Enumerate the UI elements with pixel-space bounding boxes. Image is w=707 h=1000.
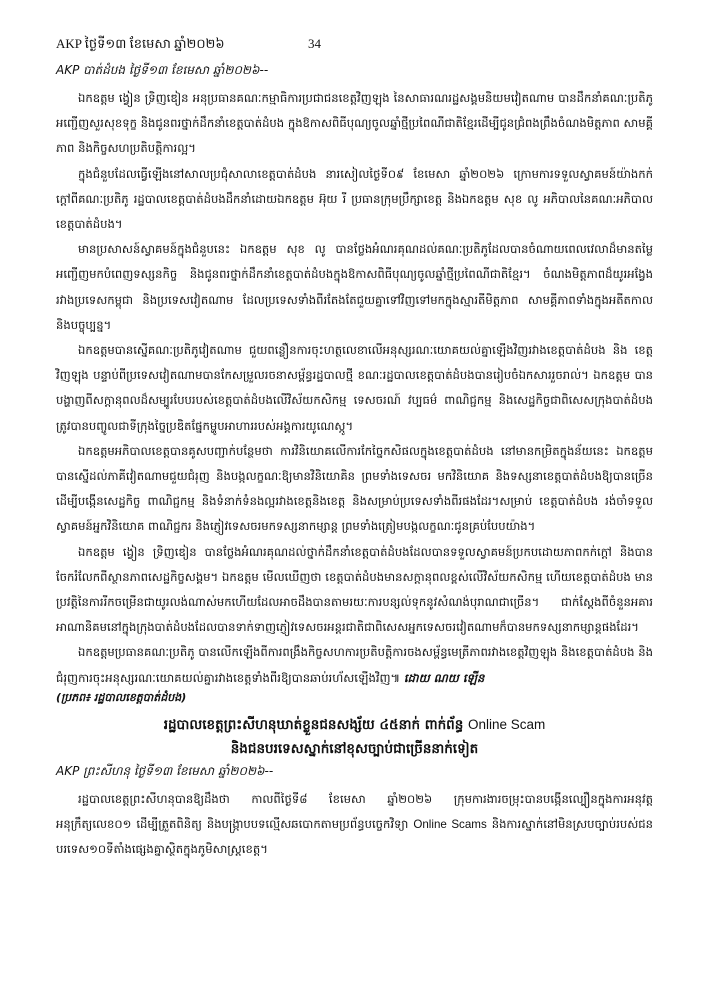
article-paragraph — [56, 787, 653, 863]
article-battambang — [56, 62, 653, 707]
header-date: AKP ថ្ងៃទី១៣ ខែមេសា ឆ្នាំ២០២៦ — [56, 36, 225, 51]
article-headline — [56, 713, 653, 737]
article-paragraph — [56, 640, 653, 690]
paragraph-text: ឯកឧត្តមប្រធានគណៈប្រតិភូ បានលើកឡើងពីការពង្រឹងកិច្ចសហការប្រតិបត្តិការចងសម្ព័ន្ធមេត្រីភាពរវាងខេត្តវិញឡុង និងខេត្តបាត់ដំបង និងជំរុញការចុះអនុស្សរណៈយោគយល់គ្នារវាងខេត្តទាំងពីរឱ្យបានឆាប់រហ័សឡើងវិញ៕ — [56, 645, 653, 685]
page-number: 34 — [308, 36, 321, 51]
article-paragraph: ឯកឧត្តម ង្វៀន ទ្រិញឌៀន អនុប្រធានគណៈកម្មាធិការប្រជាជនខេត្តវិញឡុង នៃសាធារណរដ្ឋសង្គមនិយមវៀតណាម បានដឹកនាំគណៈប្រតិភូអញ្ជើញសួរសុខទុក្ខ និងជូនពរថ្នាក់ដឹកនាំខេត្តបាត់ដំបង ក្នុងឱកាសពិធីបុណ្យចូលឆ្នាំថ្មីប្រពៃណីជាតិខ្មែរដើម្បីជូនជ្រំពងព្រឹងចំណងមិត្តភាព សាមគ្គីភាព និងកិច្ចសហប្រតិបត្តិការល្អ។ — [56, 91, 653, 156]
article-paragraph: ឯកឧត្តមអភិបាលខេត្តបានគូសបញ្ជាក់បន្ថែមថា ការវិនិយោគលើការកែច្នៃកសិផលក្នុងខេត្តបាត់ដំបង នៅមានកម្រិតក្នុងន័យនេះ ឯកឧត្តមបានស្នើដល់ភាគីវៀតណាមជួយជំរុញ និងបង្កលក្ខណៈឱ្យមានវិនិយោគិន ព្រមទាំងទេសចរ មកវិនិយោគ និងទស្សនាខេត្តបាត់ដំបងឱ្យបានច្រើនដើម្បីបង្កើនសេដ្ឋកិច្ច ពាណិជ្ជកម្ម និងទំនាក់ទំនងល្អរវាងខេត្តនិងខេត្ត និងសម្រាប់ប្រទេសទាំងពីរផងដែរ។សម្រាប់ ខេត្តបាត់ដំបង រង់ចាំទទួលស្វាគមន៍អ្នកវិនិយោគ ពាណិជ្ជករ និងភ្ញៀវទេសចរមកទស្សនាកម្សាន្ត ព្រមទាំងត្រៀមបង្កលក្ខណៈជូនគ្រប់បែបយ៉ាង។ — [56, 443, 653, 534]
headline-english: Online Scam — [467, 716, 546, 732]
paragraph-text: និងការស្នាក់នៅមិនស្របច្បាប់របស់ជនបរទេស១០ទីតាំងផ្សេងគ្នាស្ថិតក្នុងភូមិសាស្ត្រខេត្ត។ — [56, 817, 654, 857]
headline-khmer: រដ្ឋបាលខេត្តព្រះសីហនុឃាត់ខ្លួនជនសង្ស័យ ៤៥នាក់ ពាក់ព័ន្ធ — [163, 716, 464, 733]
article-byline: ដោយ ណយ ឡើន — [403, 670, 485, 685]
paragraph-english-term: Online Scams — [413, 818, 487, 832]
article-headline-line2: និងជនបរទេសស្នាក់នៅខុសច្បាប់ជាច្រើននាក់ទៀត — [230, 740, 479, 757]
article-sihanouk — [56, 713, 653, 863]
article-paragraph: មានប្រសាសន៍ស្វាគមន៍ក្នុងជំនួបនេះ ឯកឧត្តម សុខ លូ បានថ្លែងអំណរគុណដល់គណៈប្រតិភូដែលបានចំណាយពេលវេលាដ៏មានតម្លៃអញ្ជើញមកបំពេញទស្សនកិច្ច និងជូនពរថ្នាក់ដឹកនាំខេត្តបាត់ដំបងក្នុងឱកាសពិធីបុណ្យចូលឆ្នាំថ្មីប្រពៃណីជាតិខ្មែរ។ ចំណងមិត្តភាពដ៏យូរអង្វែងរវាងប្រទេសកម្ពុជា និងប្រទេសវៀតណាម ដែលប្រទេសទាំងពីរតែងតែជួយគ្នាទៅវិញទៅមកក្នុងស្មារតីមិត្តភាព សាមគ្គីភាពទាំងក្នុងអតីតកាល និងបច្ចុប្បន្ន។ — [56, 242, 653, 332]
paragraph-text: រដ្ឋបាលខេត្តព្រះសីហនុបានឱ្យដឹងថា កាលពីថ្ងៃទី៨ ខែមេសា ឆ្នាំ២០២៦ ក្រុមការងារចម្រុះបានបង្កើនល្បឿនក្នុងការអនុវត្តអនុក្រឹត្យលេខ០១ ដើម្បីត្រួតពិនិត្យ និងបង្ក្រាបបទល្មើសឆបោកតាមប្រព័ន្ធបច្ចេកវិទ្យា — [56, 791, 653, 832]
article-dateline: AKP ព្រះសីហនុ ថ្ងៃទី១៣ ខែមេសា ឆ្នាំ២០២៦-- — [56, 763, 274, 778]
article-paragraph: ឯកឧត្តម ង្វៀន ទ្រិញឌៀន បានថ្លែងអំណរគុណដល់ថ្នាក់ដឹកនាំខេត្តបាត់ដំបងដែលបានទទួលស្វាគមន៍ប្រកបដោយភាពកក់ក្តៅ និងបានចែករំលែកពីស្ថានភាពសេដ្ឋកិច្ចសង្គម។ ឯកឧត្តម មើលឃើញថា ខេត្តបាត់ដំបងមានសក្តានុពលខ្ពស់លើវិស័យកសិកម្ម ហើយខេត្តបាត់ដំបង មានប្រវត្តិនៃការរីកចម្រើនជាយូរលង់ណាស់មកហើយដែលអាចដឹងបានតាមរយៈការបន្សល់ទុកនូវសំណង់បុរាណជាច្រើន។ ជាក់ស្តែងពីចំនួនអគារអាណានិគមនៅក្នុងក្រុងបាត់ដំបងដែលបានទាក់ទាញភ្ញៀវទេសចរអន្តរជាតិជាពិសេសអ្នកទេសចរវៀតណាមក៏បានមកទស្សនាកម្សាន្តផងដែរ។ — [56, 544, 653, 635]
article-source: (ប្រភព៖ រដ្ឋបាលខេត្តបាត់ដំបង) — [56, 690, 187, 704]
article-paragraph: ឯកឧត្តមបានស្នើគណៈប្រតិភូវៀតណាម ជួយពន្លឿនការចុះហត្ថលេខាលើអនុស្សរណៈយោគយល់គ្នាឡើងវិញរវាងខេត្តបាត់ដំបង និង ខេត្តវិញឡុង បន្ទាប់ពីប្រទេសវៀតណាមបានកែសម្រួលរចនាសម្ព័ន្ធរដ្ឋបាលថ្មី ខណៈរដ្ឋបាលខេត្តបាត់ដំបងបានរៀបចំឯកសាររួចរាល់។ ឯកឧត្តម បានបង្ហាញពីសក្តានុពលដ៏សម្បូរបែបរបស់ខេត្តបាត់ដំបងលើវិស័យកសិកម្ម ទេសចរណ៍ វប្បធម៌ ពាណិជ្ជកម្ម និងសេដ្ឋកិច្ចជាពិសេសក្រុងបាត់ដំបងត្រូវបានបញ្ចូលជាទីក្រុងច្នៃប្រឌិតផ្នែកម្ហូបអាហាររបស់អង្គការយូណេស្កូ។ — [56, 343, 653, 433]
article-paragraph: ក្នុងជំនួបដែលធ្វើឡើងនៅសាលប្រជុំសាលាខេត្តបាត់ដំបង នារសៀលថ្ងៃទី០៩ ខែមេសា ឆ្នាំ២០២៦ ក្រោមការទទួលស្វាគមន៍យ៉ាងកក់ក្តៅពីគណៈប្រតិភូ រដ្ឋបាលខេត្តបាត់ដំបងដឹកនាំដោយឯកឧត្តម អ៊ុយ រី ប្រធានក្រុមប្រឹក្សាខេត្ត និងឯកឧត្តម សុខ លូ អភិបាលនៃគណៈអភិបាលខេត្តបាត់ដំបង។ — [56, 166, 653, 232]
page-header — [56, 36, 653, 60]
article-dateline: AKP បាត់ដំបង ថ្ងៃទី១៣ ខែមេសា ឆ្នាំ២០២៦-- — [56, 63, 269, 77]
